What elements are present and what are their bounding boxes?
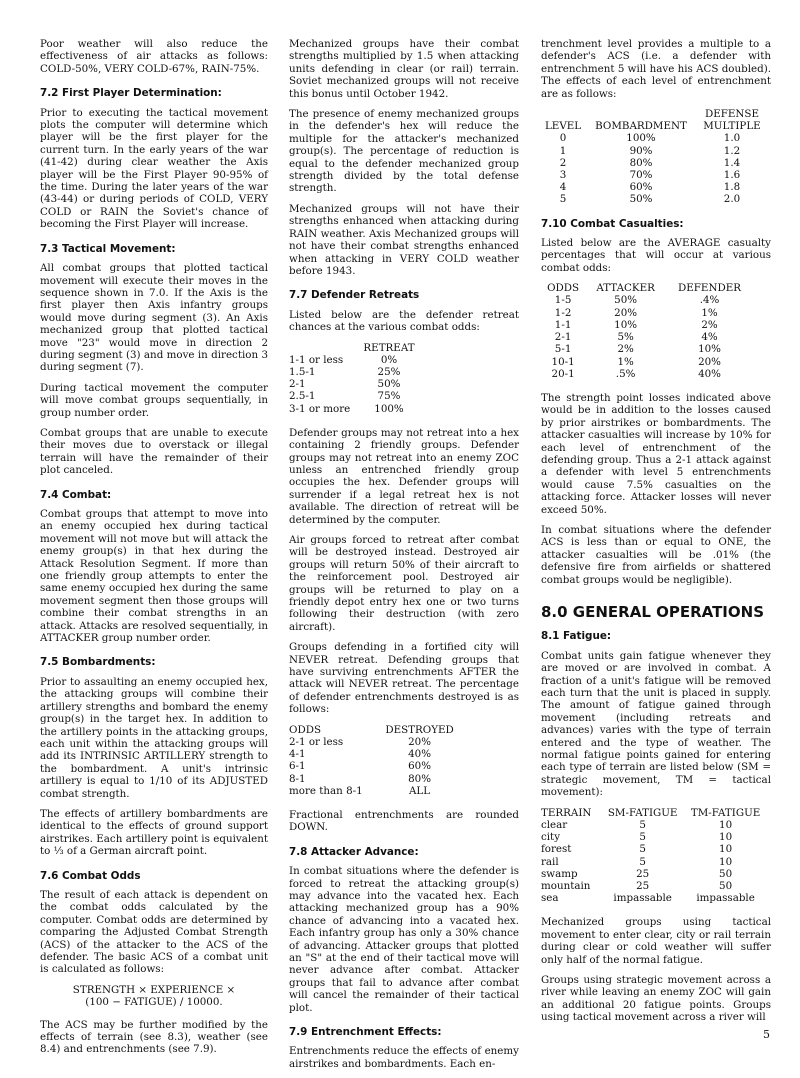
table-cell: 0: [559, 132, 567, 145]
table-cell: 3-1 or more: [289, 402, 351, 415]
table-cell: 40%: [698, 367, 721, 380]
table-cell: .5%: [615, 367, 636, 380]
table-cell: 1%: [617, 355, 634, 368]
heading-8-0: 8.0 GENERAL OPERATIONS: [541, 603, 765, 621]
table-cell: 10-1: [551, 355, 575, 368]
table-cell: 25: [636, 867, 650, 880]
table-cell: 80%: [408, 772, 431, 785]
table-cell: 10: [719, 843, 733, 856]
table-cell: 2: [559, 156, 567, 169]
table-cell: 10%: [614, 318, 638, 331]
entrenchment-effects-paragraph: Entrenchments reduce the effects of enemy airstrikes and bombardments. Each en-: [289, 1045, 519, 1070]
table-row: [541, 294, 753, 306]
table-cell: 2%: [617, 343, 634, 356]
table-cell: 50%: [629, 193, 653, 206]
table-cell: 20%: [698, 355, 721, 368]
mechanized-weather-paragraph: Mechanized groups will not have their strengths enhanced when attacking during RAIN weather. Axis Mechanized groups will not have their combat strengths enhanced when attacking in VERY COLD weather before 1943.: [289, 202, 519, 277]
fat-header-terrain: TERRAIN: [541, 806, 592, 819]
table-cell: swamp: [541, 867, 578, 880]
casualties-paragraph-3: In combat situations where the defender ACS is less than or equal to ONE, the attacker casualties will be .01% (the defensive fire from airfields or shattered combat groups would be negligible).: [541, 523, 771, 586]
table-row: [541, 307, 753, 319]
table-cell: 1-1 or less: [289, 353, 344, 366]
column-3: [541, 38, 771, 1032]
cas-header-odds: ODDS: [547, 282, 580, 295]
table-row: [289, 366, 419, 378]
table-row: [541, 169, 767, 181]
table-cell: 60%: [408, 760, 431, 773]
table-row: [541, 331, 753, 343]
table-cell: 5-1: [554, 343, 572, 356]
entrenchment-destroyed-table: [289, 724, 461, 797]
destroyed-header-value: DESTROYED: [385, 723, 454, 736]
table-cell: forest: [541, 843, 572, 856]
destroyed-header-odds: ODDS: [289, 723, 322, 736]
cas-header-attacker: ATTACKER: [596, 282, 655, 295]
casualties-intro-paragraph: Listed below are the AVERAGE casualty percentages that will occur at various combat odds:: [541, 237, 771, 274]
heading-8-1: 8.1 Fatigue:: [541, 630, 612, 643]
table-row: [541, 145, 767, 157]
attacker-advance-paragraph: In combat situations where the defender is forced to retreat the attacking group(s) may advance into the vacated hex. Each attacking mechanized group has a 90% chance of advancing into a vacated hex. Each infantry group has only a 30% chance of advancing. Attacker groups that plotted an "S" at the end of their tactical move will never advance after combat. Attacker groups that fail to advance after combat will cancel the remainder of their tactical plot.: [289, 865, 519, 1014]
retreat-intro-paragraph: Listed below are the defender retreat chances at the various combat odds:: [289, 308, 519, 334]
table-cell: 2-1: [554, 331, 572, 344]
table-row: [541, 132, 767, 144]
table-cell: 5: [639, 843, 646, 856]
acs-formula-line-1: STRENGTH × EXPERIENCE ×: [72, 983, 236, 996]
heading-7-8: 7.8 Attacker Advance:: [289, 845, 419, 858]
table-row: [289, 773, 461, 785]
combat-odds-paragraph-2: The ACS may be further modified by the effects of terrain (see 8.3), weather (see 8.4) and entrenchments (see 7.9).: [40, 1018, 268, 1056]
heading-7-6: 7.6 Combat Odds: [40, 869, 141, 882]
table-cell: 1.6: [723, 169, 741, 182]
table-cell: 40%: [408, 748, 431, 761]
air-retreat-paragraph: Air groups forced to retreat after combat will be destroyed instead. Destroyed air groups will return 50% of their aircraft to the reinforcement pool. Destroyed air groups will be returned to play on a friendly depot entry hex one or two turns following their destruction (with zero aircraft).: [289, 534, 519, 633]
table-row: [541, 193, 767, 205]
page-number: 5: [763, 1028, 770, 1041]
table-cell: 1.5-1: [289, 365, 316, 378]
table-row: [541, 868, 767, 880]
table-cell: 0%: [380, 353, 398, 366]
table-cell: 2%: [701, 318, 718, 331]
table-cell: 5: [559, 193, 567, 206]
table-row: [541, 343, 753, 355]
table-row: [289, 785, 461, 797]
tactical-movement-paragraph-3: Combat groups that are unable to execute their moves due to overstack or illegal terrain will have the remainder of their plot canceled.: [40, 426, 268, 477]
table-cell: 90%: [629, 144, 653, 157]
table-cell: 5: [639, 818, 646, 831]
acs-formula: [40, 984, 268, 1009]
cas-header-defender: DEFENDER: [678, 282, 741, 295]
table-row: [289, 736, 461, 748]
column-2: [289, 38, 519, 1078]
table-cell: 6-1: [289, 760, 306, 773]
ent-header-level: LEVEL: [544, 120, 582, 133]
table-cell: 5: [639, 831, 646, 844]
table-cell: 10: [719, 855, 733, 868]
table-row: [289, 390, 419, 402]
table-cell: 75%: [377, 390, 401, 403]
bombardments-paragraph-1: Prior to assaulting an enemy occupied hex, the attacking groups will combine their artillery strengths and bombard the enemy group(s) in the target hex. In addition to the artillery points in the attacking groups, each unit within the attacking groups will add its INTRINSIC ARTILLERY strength to the bombardment. A unit's intrinsic artillery is equal to 1/10 of its ADJUSTED combat strength.: [40, 675, 268, 800]
table-cell: 100%: [374, 402, 404, 415]
table-row: [541, 181, 767, 193]
tactical-movement-paragraph-1: All combat groups that plotted tactical movement will execute their moves in the sequence shown in 7.0. If the Axis is the first player then Axis infantry groups would move during segment (3). An Axis mechanized group that plotted tactical move "23" would move in direction 2 during segment (3) and move in direction 3 during segment (7).: [40, 262, 268, 374]
table-row: [541, 368, 753, 380]
table-row: [541, 319, 753, 331]
table-row: [541, 843, 767, 855]
table-row: [541, 356, 753, 368]
acs-formula-line-2: (100 − FATIGUE) / 10000.: [85, 996, 223, 1009]
retreat-header: RETREAT: [363, 341, 415, 354]
table-cell: 70%: [629, 169, 653, 182]
fatigue-table: [541, 807, 767, 905]
heading-7-3: 7.3 Tactical Movement:: [40, 242, 176, 255]
table-cell: 50: [719, 879, 733, 892]
table-cell: 20%: [408, 735, 431, 748]
combat-paragraph: Combat groups that attempt to move into an enemy occupied hex during tactical movement will not move but will attack the enemy group(s) in that hex during the Attack Resolution Segment. If more than one friendly group attempts to enter the same enemy occupied hex during the same movement segment then those groups will combine their combat strengths in an attack. Attacks are resolved sequentially, in ATTACKER group number order.: [40, 508, 268, 645]
retreat-table: [289, 342, 419, 415]
table-cell: 10%: [698, 343, 721, 356]
table-cell: 3: [559, 169, 567, 182]
fortified-city-paragraph: Groups defending in a fortified city will NEVER retreat. Defending groups that have surviving entrenchments AFTER the attack will NEVER retreat. The percentage of defender entrenchments destroyed is as follows:: [289, 641, 519, 716]
entrenchment-level-table: [541, 108, 767, 206]
table-cell: sea: [541, 892, 559, 905]
table-cell: 2-1: [289, 378, 306, 391]
table-cell: 5: [639, 855, 646, 868]
tactical-movement-paragraph-2: During tactical movement the computer will move combat groups sequentially, in group number order.: [40, 381, 268, 419]
table-cell: .4%: [699, 294, 720, 307]
table-row: [541, 831, 767, 843]
fatigue-paragraph-3: Groups using strategic movement across a river while leaving an enemy ZOC will gain an additional 20 fatigue points. Groups using tactical movement across a river will: [541, 973, 771, 1024]
table-cell: 80%: [629, 156, 653, 169]
table-cell: 60%: [629, 181, 653, 194]
table-cell: 20-1: [551, 367, 575, 380]
mechanized-reduction-paragraph: The presence of enemy mechanized groups in the defender's hex will reduce the multiple for the attacker's mechanized group(s). The percentage of reduction is equal to the defender mechanized group strength divided by the total defense strength.: [289, 108, 519, 195]
heading-7-5: 7.5 Bombardments:: [40, 656, 156, 669]
table-cell: 100%: [626, 132, 656, 145]
heading-7-7: 7.7 Defender Retreats: [289, 289, 420, 302]
table-cell: 20%: [614, 306, 638, 319]
table-cell: 1.0: [723, 132, 741, 145]
table-row: [541, 157, 767, 169]
table-cell: 50%: [614, 294, 638, 307]
heading-7-2: 7.2 First Player Determination:: [40, 87, 222, 100]
combat-odds-paragraph-1: The result of each attack is dependent on the combat odds calculated by the computer. Combat odds are determined by comparing the Adjusted Combat Strength (ACS) of the attacker to the ACS of the defender. The basic ACS of a combat unit is calculated as follows:: [40, 888, 268, 976]
ent-header-defense: DEFENSE: [704, 108, 759, 121]
casualty-table: [541, 282, 753, 380]
table-row: [289, 354, 419, 366]
table-cell: 25%: [377, 365, 401, 378]
table-row: [289, 748, 461, 760]
table-cell: 4%: [701, 331, 718, 344]
table-row: [541, 892, 767, 904]
table-cell: 10: [719, 831, 733, 844]
entrenchment-multiple-paragraph: trenchment level provides a multiple to a defender's ACS (i.e. a defender with entrenchment 5 will have his ACS doubled). The effects of each level of entrenchment are as follows:: [541, 38, 771, 100]
table-cell: 1-5: [554, 294, 572, 307]
heading-7-4: 7.4 Combat:: [40, 488, 112, 501]
ent-header-bombardment: BOMBARDMENT: [595, 120, 687, 133]
heading-7-9: 7.9 Entrenchment Effects:: [289, 1026, 442, 1038]
table-cell: more than 8-1: [289, 784, 363, 797]
table-cell: 2.0: [723, 193, 741, 206]
table-cell: 2.5-1: [289, 390, 316, 403]
table-cell: 25: [636, 879, 650, 892]
table-row: [289, 378, 419, 390]
table-cell: 1: [559, 144, 567, 157]
fatigue-paragraph-2: Mechanized groups using tactical movement to enter clear, city or rail terrain during clear or cold weather will suffer only half of the normal fatigue.: [541, 916, 771, 966]
table-cell: 1.4: [723, 156, 741, 169]
table-cell: 2-1 or less: [289, 735, 344, 748]
table-row: [541, 819, 767, 831]
table-cell: 50: [719, 867, 733, 880]
table-row: [541, 880, 767, 892]
table-cell: 4: [559, 181, 567, 194]
table-cell: rail: [541, 855, 559, 868]
table-cell: 1.8: [723, 181, 741, 194]
fat-header-sm: SM-FATIGUE: [607, 806, 678, 819]
bombardments-paragraph-2: The effects of artillery bombardments are identical to the effects of ground support airstrikes. Each artillery point is equivalent to ⅓ of a German aircraft point.: [40, 807, 268, 858]
table-cell: 10: [719, 818, 733, 831]
table-cell: 1.2: [723, 144, 741, 157]
fractional-entrenchments-paragraph: Fractional entrenchments are rounded DOWN.: [289, 808, 519, 834]
fatigue-paragraph-1: Combat units gain fatigue whenever they are moved or are involved in combat. A fraction of a unit's fatigue will be removed each turn that the unit is placed in supply. The amount of fatigue gained through movement (including retreats and advances) varies with the type of terrain entered and the type of weather. The normal fatigue points gained for entering each type of terrain are listed below (SM = strategic movement, TM = tactical movement):: [541, 649, 771, 799]
column-1: [40, 38, 268, 1064]
table-row: [289, 760, 461, 772]
table-cell: 1-1: [554, 318, 572, 331]
table-cell: 5%: [617, 331, 634, 344]
table-cell: 8-1: [289, 772, 306, 785]
table-cell: 1-2: [554, 306, 572, 319]
table-cell: city: [541, 831, 561, 844]
table-cell: 4-1: [289, 748, 306, 761]
table-cell: impassable: [613, 892, 672, 905]
retreat-rules-paragraph: Defender groups may not retreat into a hex containing 2 friendly groups. Defender groups may not retreat into an enemy ZOC unless an entrenched friendly group occupies the hex. Defender groups will surrender if a legal retreat hex is not available. The direction of retreat will be determined by the computer.: [289, 426, 519, 526]
first-player-paragraph: Prior to executing the tactical movement plots the computer will determine which player will be the first player for the current turn. In the early years of the war (41-42) during clear weather the Axis player will be the First Player 90-95% of the time. During the later years of the war (43-44) or during periods of COLD, VERY COLD or RAIN the Soviet's chance of becoming the First Player will increase.: [40, 106, 268, 231]
table-row: [289, 403, 419, 415]
table-cell: 50%: [377, 378, 401, 391]
table-cell: ALL: [409, 784, 431, 797]
table-cell: mountain: [541, 879, 591, 892]
ent-header-multiple: MULTIPLE: [703, 120, 761, 133]
casualties-paragraph-2: The strength point losses indicated above would be in addition to the losses caused by prior airstrikes or bombardments. The attacker casualties will increase by 10% for each level of entrenchment of the defending group. Thus a 2-1 attack against a defender with level 5 entrenchments would cause 7.5% casualties on the attacking force. Attacker losses will never exceed 50%.: [541, 391, 771, 516]
heading-7-10: 7.10 Combat Casualties:: [541, 217, 684, 230]
table-cell: clear: [541, 818, 568, 831]
table-cell: impassable: [696, 892, 755, 905]
weather-air-paragraph: Poor weather will also reduce the effectiveness of air attacks as follows: COLD-50%, VERY COLD-67%, RAIN-75%.: [40, 38, 268, 75]
table-row: [541, 856, 767, 868]
fat-header-tm: TM-FATIGUE: [690, 806, 761, 819]
mechanized-bonus-paragraph: Mechanized groups have their combat strengths multiplied by 1.5 when attacking units defending in clear (or rail) terrain. Soviet mechanized groups will not receive this bonus until October 1942.: [289, 38, 519, 100]
table-cell: 1%: [701, 306, 718, 319]
